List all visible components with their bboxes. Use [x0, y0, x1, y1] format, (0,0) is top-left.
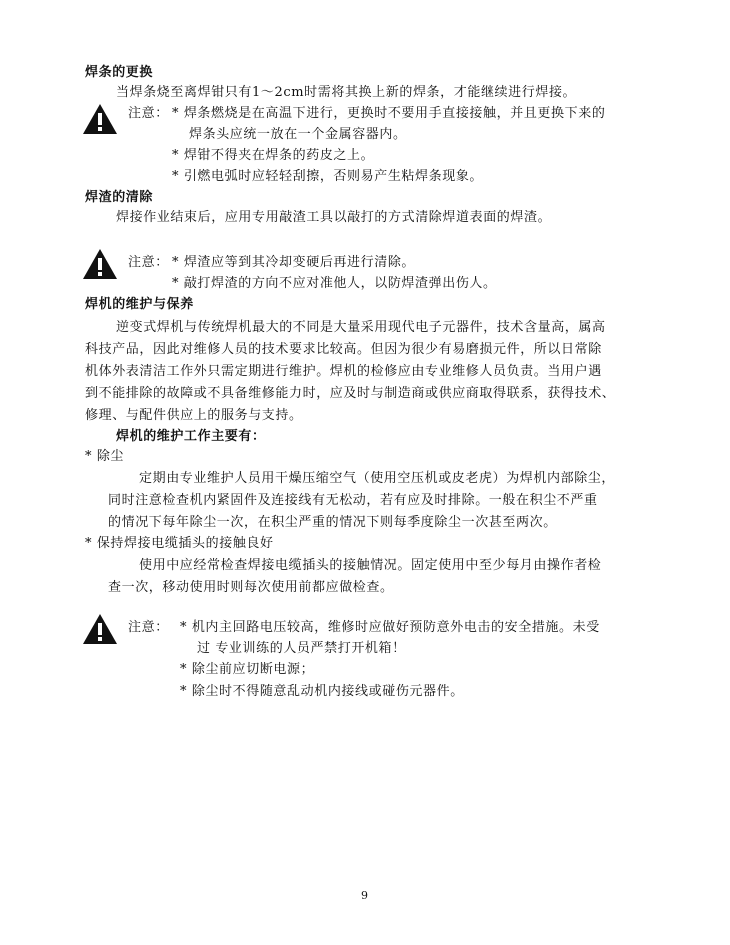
maintenance-item-line: 查一次，移动使用时则每次使用前都应做检查。 [108, 580, 394, 595]
maintenance-item-title: * 保持焊接电缆插头的接触良好 [85, 536, 274, 551]
note-label: 注意： [128, 620, 169, 635]
note-bullet: * 焊条燃烧是在高温下进行，更换时不要用手直接接触，并且更换下来的 [172, 106, 606, 121]
section-heading-slag-removal: 焊渣的清除 [85, 190, 154, 205]
warning-icon [82, 613, 118, 645]
maintenance-item-title: * 除尘 [85, 449, 125, 464]
note-bullet: * 引燃电弧时应轻轻刮擦，否则易产生粘焊条现象。 [172, 169, 484, 184]
maintenance-item-line: 同时注意检查机内紧固件及连接线有无松动，若有应及时排除。一般在积尘不严重 [108, 493, 598, 508]
maintenance-subheading: 焊机的维护工作主要有： [116, 429, 266, 444]
slag-removal-text: 焊接作业结束后，应用专用敲渣工具以敲打的方式清除焊道表面的焊渣。 [116, 210, 552, 225]
maintenance-paragraph-line: 科技产品，因此对维修人员的技术要求比较高。但因为很少有易磨损元件，所以日常除 [85, 342, 602, 357]
note-bullet: * 机内主回路电压较高，维修时应做好预防意外电击的安全措施。未受 [180, 620, 600, 635]
note-bullet: * 除尘时不得随意乱动机内接线或碰伤元器件。 [180, 684, 464, 699]
note-bullet-continuation: 过 专业训练的人员严禁打开机箱！ [197, 641, 406, 656]
electrode-replacement-text: 当焊条烧至离焊钳只有1～2cm时需将其换上新的焊条，才能继续进行焊接。 [116, 85, 577, 100]
note-label: 注意： [128, 255, 169, 270]
maintenance-item-line: 定期由专业维护人员用干燥压缩空气（使用空压机或皮老虎）为焊机内部除尘， [139, 471, 616, 486]
maintenance-item-line: 使用中应经常检查焊接电缆插头的接触情况。固定使用中至少每月由操作者检 [139, 558, 602, 573]
note-bullet: * 除尘前应切断电源； [180, 662, 315, 677]
maintenance-paragraph-line: 到不能排除的故障或不具备维修能力时，应及时与制造商或供应商取得联系，获得技术、 [85, 386, 616, 401]
warning-icon [82, 103, 118, 135]
maintenance-item-line: 的情况下每年除尘一次，在积尘严重的情况下则每季度除尘一次甚至两次。 [108, 515, 557, 530]
note-label: 注意： [128, 106, 169, 121]
note-bullet-continuation: 焊条头应统一放在一个金属容器内。 [189, 127, 407, 142]
maintenance-paragraph-line: 修理、与配件供应上的服务与支持。 [85, 408, 303, 423]
section-heading-maintenance: 焊机的维护与保养 [85, 297, 194, 312]
page-number: 9 [361, 889, 368, 902]
maintenance-paragraph-line: 机体外表清洁工作外只需定期进行维护。焊机的检修应由专业维修人员负责。当用户遇 [85, 364, 602, 379]
warning-icon [82, 248, 118, 280]
section-heading-electrode-replacement: 焊条的更换 [85, 65, 154, 80]
note-bullet: * 焊钳不得夹在焊条的药皮之上。 [172, 148, 375, 163]
note-bullet: * 焊渣应等到其冷却变硬后再进行清除。 [172, 255, 416, 270]
maintenance-paragraph-line: 逆变式焊机与传统焊机最大的不同是大量采用现代电子元器件，技术含量高，属高 [116, 320, 606, 335]
note-bullet: * 敲打焊渣的方向不应对准他人，以防焊渣弹出伤人。 [172, 276, 497, 291]
